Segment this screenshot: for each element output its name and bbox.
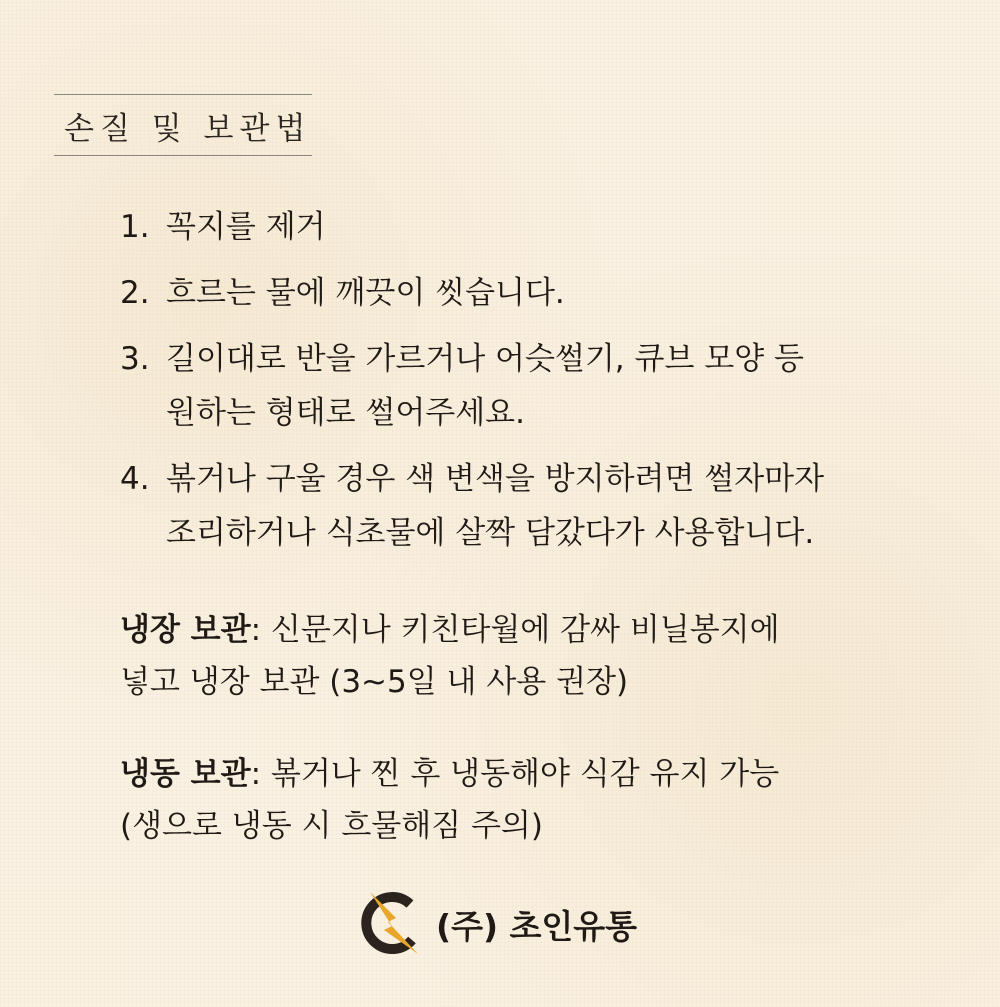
step-line: 조리하거나 식초물에 살짝 담갔다가 사용합니다.: [166, 515, 815, 551]
fridge-storage-label: 냉장 보관: [120, 612, 251, 648]
step-text: [166, 266, 980, 320]
freezer-storage-label: 냉동 보관: [120, 756, 251, 792]
step-line: 원하는 형태로 썰어주세요.: [166, 395, 525, 431]
step-line: 꼭지를 제거: [166, 209, 326, 245]
fridge-storage-line-1: [120, 604, 980, 656]
step-item: [120, 200, 980, 254]
fridge-storage-line-2: 넣고 냉장 보관 (3~5일 내 사용 권장): [120, 664, 629, 700]
lightning-c-logo-icon: [356, 888, 428, 960]
fridge-storage-note: [120, 604, 980, 708]
step-text: [166, 200, 980, 254]
step-number: 3.: [120, 341, 150, 377]
freezer-storage-text: : 볶거나 찐 후 냉동해야 식감 유지 가능: [250, 756, 780, 792]
step-text: [166, 452, 980, 560]
step-text: [166, 332, 980, 440]
brand-footer: [356, 888, 637, 960]
step-number: 2.: [120, 275, 150, 311]
page-title: 손질 및 보관법: [64, 110, 312, 147]
steps-list: [120, 200, 980, 572]
freezer-storage-line-2: (생으로 냉동 시 흐물해짐 주의): [120, 808, 543, 844]
brand-name: (주) 초인유통: [436, 906, 638, 946]
step-line: 볶거나 구울 경우 색 변색을 방지하려면 썰자마자: [166, 461, 825, 497]
step-number: 4.: [120, 461, 150, 497]
step-item: [120, 266, 980, 320]
step-number: 1.: [120, 209, 150, 245]
step-item: [120, 452, 980, 560]
step-item: [120, 332, 980, 440]
freezer-storage-line-1: [120, 748, 980, 800]
title-box: [54, 94, 312, 156]
step-line: 흐르는 물에 깨끗이 씻습니다.: [166, 275, 565, 311]
fridge-storage-text: : 신문지나 키친타월에 감싸 비닐봉지에: [250, 612, 780, 648]
step-line: 길이대로 반을 가르거나 어슷썰기, 큐브 모양 등: [166, 341, 804, 377]
freezer-storage-note: [120, 748, 980, 852]
